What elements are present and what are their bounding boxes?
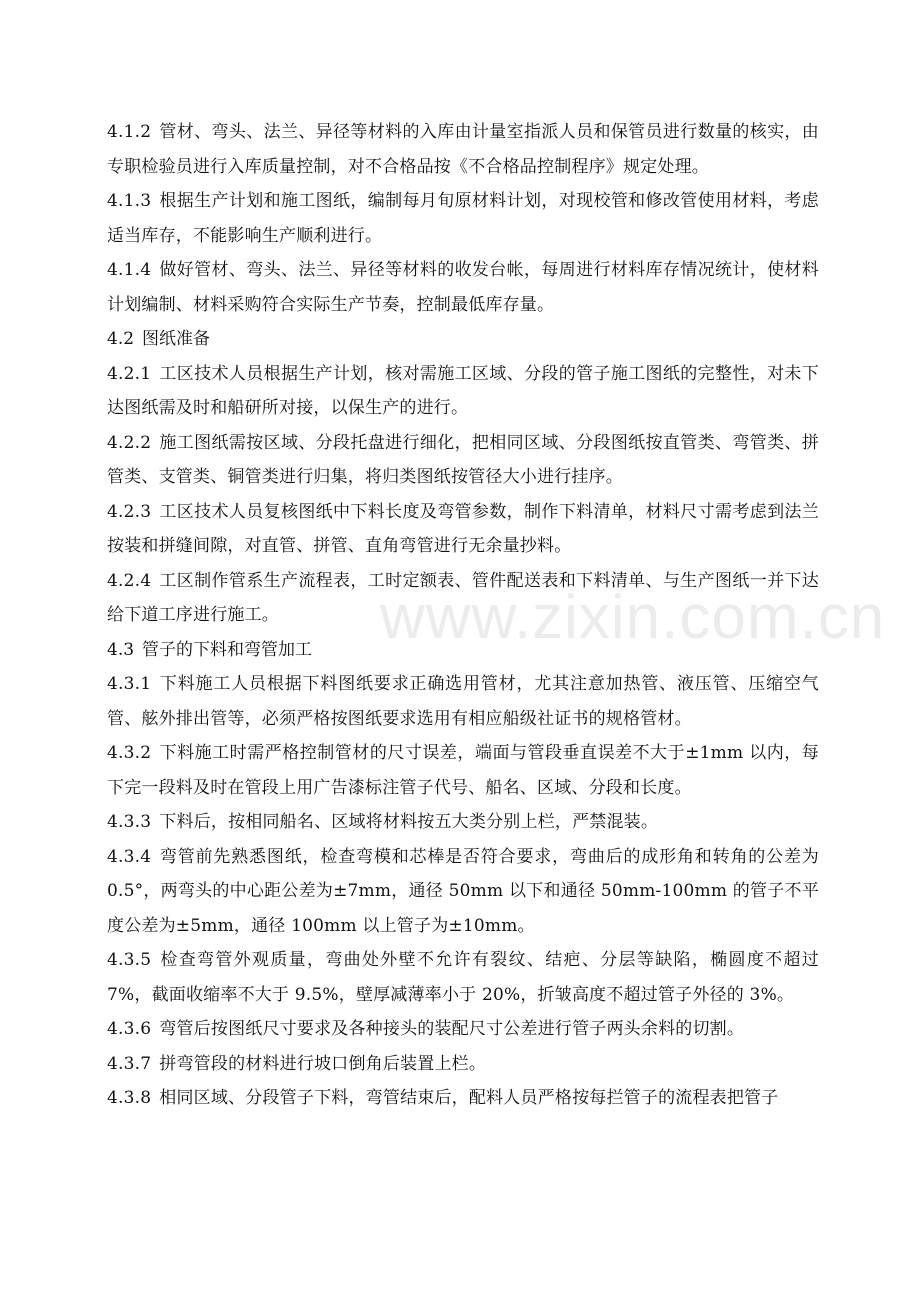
- paragraph-number: 4.3.2: [107, 743, 152, 763]
- paragraph-number: 4.1.3: [107, 191, 152, 211]
- paragraph-4-2-4: [107, 564, 819, 633]
- paragraph-text: 弯管前先熟悉图纸，检查弯模和芯棒是否符合要求，弯曲后的成形角和转角的公差为 0.5°，两弯头的中心距公差为±7mm，通径 50mm 以下和通径 50mm-100mm 的管子不平度公差为±5mm，通径 100mm 以上管子为±10mm。: [107, 846, 819, 936]
- paragraph-4-3-2: [107, 736, 819, 805]
- document-body: [107, 115, 819, 1116]
- section-heading-4-2: [107, 322, 819, 357]
- paragraph-number: 4.2.1: [107, 363, 152, 384]
- paragraph-4-3-3: [107, 805, 819, 840]
- paragraph-number: 4.3.8: [107, 1088, 152, 1108]
- paragraph-text: 弯管后按图纸尺寸要求及各种接头的装配尺寸公差进行管子两头余料的切割。: [159, 1019, 745, 1039]
- paragraph-number: 4.2.4: [107, 570, 152, 591]
- paragraph-4-1-3: [107, 184, 819, 253]
- paragraph-number: 4.3.6: [107, 1019, 152, 1039]
- paragraph-number: 4.1.2: [107, 122, 152, 142]
- watermark: www.zixin.com.cn: [380, 583, 886, 652]
- paragraph-4-2-2: [107, 426, 819, 495]
- paragraph-text: 下料施工时需严格控制管材的尺寸误差，端面与管段垂直误差不大于±1mm 以内，每下完一段料及时在管段上用广告漆标注管子代号、船名、区域、分段和长度。: [107, 743, 819, 798]
- paragraph-text: 工区技术人员根据生产计划，核对需施工区域、分段的管子施工图纸的完整性，对未下达图纸需及时和船研所对接，以保生产的进行。: [107, 363, 819, 418]
- paragraph-number: 4.3.7: [107, 1053, 152, 1074]
- paragraph-text: 做好管材、弯头、法兰、异径等材料的收发台帐，每周进行材料库存情况统计，使材料计划编制、材料采购符合实际生产节奏，控制最低库存量。: [107, 260, 819, 315]
- paragraph-number: 4.3.1: [107, 674, 152, 694]
- paragraph-4-3-8: [107, 1081, 819, 1116]
- paragraph-text: 施工图纸需按区域、分段托盘进行细化，把相同区域、分段图纸按直管类、弯管类、拼管类、支管类、铜管类进行归集，将归类图纸按管径大小进行挂序。: [107, 432, 819, 487]
- paragraph-number: 4.2.3: [107, 501, 152, 522]
- paragraph-text: 检查弯管外观质量，弯曲处外壁不允许有裂纹、结疤、分层等缺陷，椭圆度不超过 7%，截面收缩率不大于 9.5%，壁厚减薄率小于 20%，折皱高度不超过管子外径的 3%。: [107, 950, 819, 1005]
- paragraph-number: 4.3.5: [107, 950, 152, 970]
- paragraph-text: 下料施工人员根据下料图纸要求正确选用管材，尤其注意加热管、液压管、压缩空气管、舷外排出管等，必须严格按图纸要求选用有相应船级社证书的规格管材。: [107, 674, 819, 729]
- paragraph-4-3-5: [107, 943, 819, 1012]
- paragraph-4-3-6: [107, 1012, 819, 1047]
- paragraph-number: 4.3.3: [107, 812, 152, 832]
- paragraph-text: 工区技术人员复核图纸中下料长度及弯管参数，制作下料清单，材料尺寸需考虑到法兰按装和拼缝间隙，对直管、拼管、直角弯管进行无余量抄料。: [107, 501, 819, 556]
- section-number: 4.2: [107, 329, 135, 349]
- paragraph-text: 拼弯管段的材料进行坡口倒角后装置上栏。: [159, 1053, 487, 1074]
- section-title: 管子的下料和弯管加工: [142, 639, 313, 660]
- paragraph-4-3-4: [107, 840, 819, 944]
- paragraph-text: 相同区域、分段管子下料，弯管结束后，配料人员严格按每拦管子的流程表把管子: [159, 1088, 779, 1108]
- paragraph-text: 工区制作管系生产流程表，工时定额表、管件配送表和下料清单、与生产图纸一并下达给下道工序进行施工。: [107, 570, 819, 625]
- paragraph-4-3-1: [107, 667, 819, 736]
- paragraph-number: 4.3.4: [107, 846, 152, 867]
- paragraph-text: 根据生产计划和施工图纸，编制每月旬原材料计划，对现校管和修改管使用材料，考虑适当库存，不能影响生产顺利进行。: [107, 191, 819, 246]
- paragraph-text: 下料后，按相同船名、区域将材料按五大类分别上栏，严禁混装。: [159, 812, 659, 832]
- paragraph-4-1-4: [107, 253, 819, 322]
- section-heading-4-3: [107, 633, 819, 668]
- paragraph-4-2-1: [107, 357, 819, 426]
- paragraph-4-1-2: [107, 115, 819, 184]
- paragraph-number: 4.1.4: [107, 260, 152, 280]
- paragraph-4-2-3: [107, 495, 819, 564]
- section-title: 图纸准备: [142, 329, 211, 349]
- paragraph-number: 4.2.2: [107, 432, 152, 453]
- section-number: 4.3: [107, 639, 135, 660]
- paragraph-text: 管材、弯头、法兰、异径等材料的入库由计量室指派人员和保管员进行数量的核实，由专职检验员进行入库质量控制，对不合格品按《不合格品控制程序》规定处理。: [107, 122, 819, 177]
- paragraph-4-3-7: [107, 1047, 819, 1082]
